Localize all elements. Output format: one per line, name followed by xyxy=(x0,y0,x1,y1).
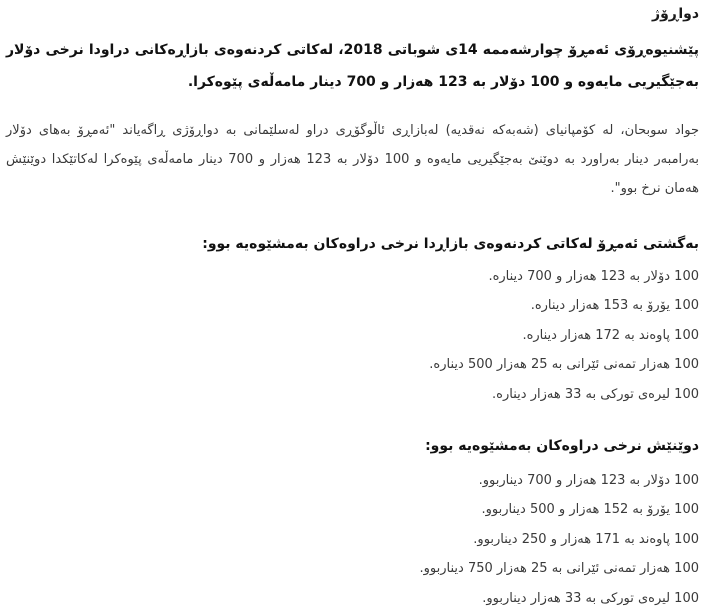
section-heading-yesterday-rates: دوێنێش نرخی دراوەکان بەمشێوەیە بوو: xyxy=(425,438,699,454)
rate-item-irr: 100 هەزار تمەنی ئێرانی بە 25 هەزار 750 دیناربوو. xyxy=(419,561,699,577)
rate-item-gbp: 100 پاوەند بە 172 هەزار دینارە. xyxy=(522,327,699,343)
rate-item-try: 100 لیرەی تورکی بە 33 هەزار دیناربوو. xyxy=(482,590,699,606)
source-kicker: دواڕۆژ xyxy=(652,6,699,22)
section-heading-today-rates: بەگشتی ئەمڕۆ لەکاتی کردنەوەی بازاڕدا نرخی دراوەکان بەمشێوەیە بوو: xyxy=(202,236,699,252)
rate-item-usd: 100 دۆلار بە 123 هەزار و 700 دینارە. xyxy=(488,269,699,284)
rate-item-irr: 100 هەزار تمەنی ئێرانی بە 25 هەزار 500 دینارە. xyxy=(429,357,699,373)
rate-item-usd: 100 دۆلار بە 123 هەزار و 700 دیناربوو. xyxy=(478,473,699,488)
article-headline: پێشنیوەڕۆی ئەمڕۆ چوارشەممە 14ی شوباتی 2018، لەکاتی کردنەوەی بازاڕەکانی دراودا نرخی دۆلار بەجێگیریی مایەوە و 100 دۆلار بە 123 هەزار و 700 دینار مامەڵەی پێوەکرا. xyxy=(6,42,700,90)
rate-item-try: 100 لیرەی تورکی بە 33 هەزار دینارە. xyxy=(492,386,699,402)
rate-list-today xyxy=(6,262,699,409)
rate-item-eur: 100 یۆرۆ بە 153 هەزار دینارە. xyxy=(530,298,699,314)
rate-item-gbp: 100 پاوەند بە 171 هەزار و 250 دیناربوو. xyxy=(473,531,699,547)
article-lead-paragraph: جواد سوبحان، لە کۆمپانیای (شەبەکە نەقدیە) لەبازاڕی ئاڵوگۆڕی دراو لەسلێمانی بە دواڕۆژی ڕاگەیاند "ئەمڕۆ بەهای دۆلار بەرامبەر دینار بەراورد بە دوێنێ بەجێگیریی مایەوە و 100 دۆلار بە 123 هەزار و 700 دینار مامەڵەی پێوەکرا لەکاتێکدا دوێنێش هەمان نرخ بوو". xyxy=(6,123,700,196)
rate-item-eur: 100 یۆرۆ بە 152 هەزار و 500 دیناربوو. xyxy=(481,502,699,518)
rate-list-yesterday xyxy=(6,466,699,613)
